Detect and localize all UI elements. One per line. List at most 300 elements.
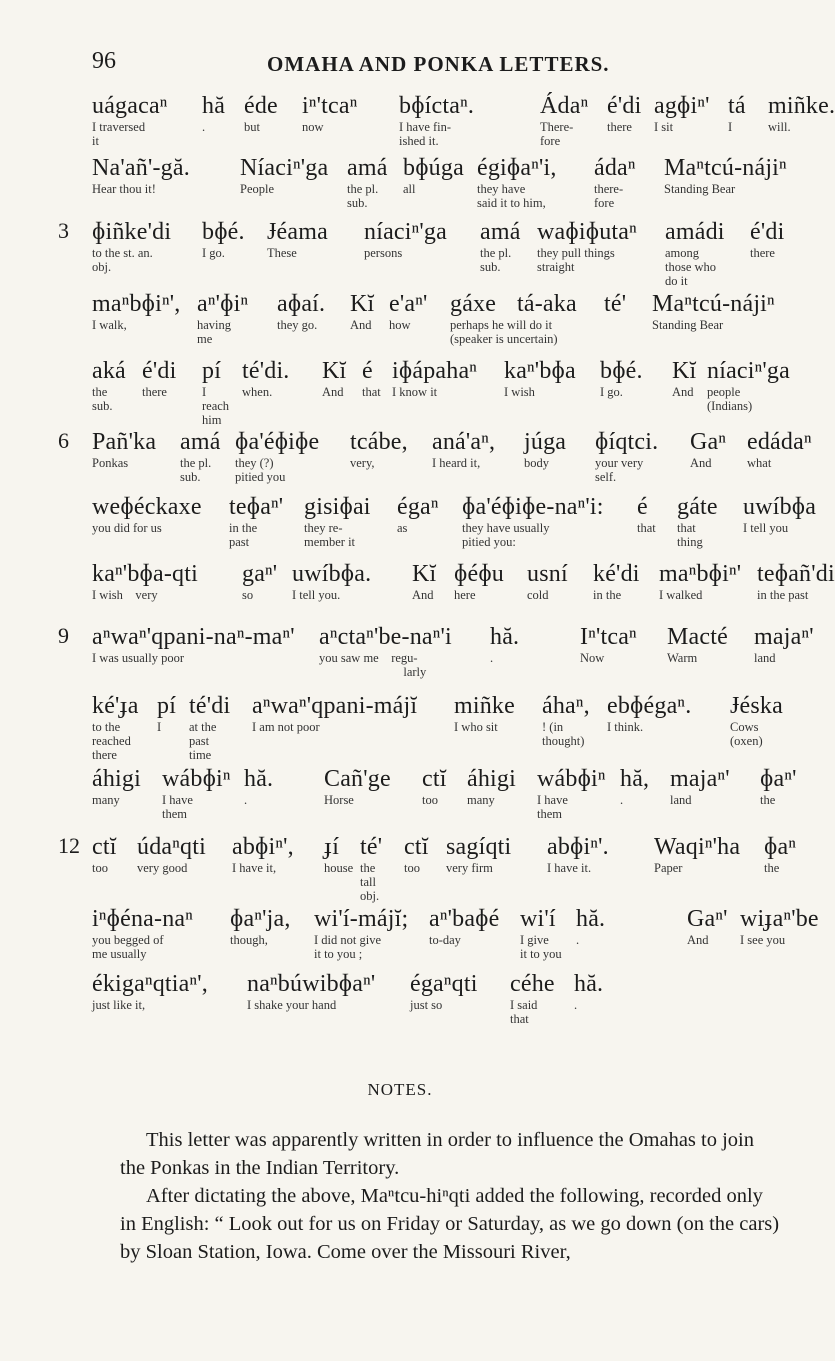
word-group bbox=[637, 493, 656, 535]
notes-paragraph: This letter was apparently written in order to influence the Omahas to join the Ponkas in the Indian Territory. bbox=[120, 1129, 754, 1179]
english-gloss: . bbox=[244, 793, 248, 807]
omaha-word: údaⁿqti bbox=[137, 834, 206, 860]
omaha-word: ctĭ bbox=[422, 766, 447, 792]
word-group bbox=[242, 560, 277, 602]
english-gloss: as bbox=[397, 521, 408, 535]
page-header bbox=[92, 48, 742, 82]
english-gloss: you saw me regu- larly bbox=[319, 651, 427, 679]
omaha-word: ɸiñke'di bbox=[92, 219, 172, 245]
word-group bbox=[92, 92, 168, 148]
omaha-word: wi'í bbox=[520, 906, 556, 932]
omaha-word: miñke bbox=[454, 693, 515, 719]
word-group bbox=[92, 692, 139, 762]
omaha-word: abɸiⁿ'. bbox=[547, 834, 609, 860]
omaha-word: ɸaⁿ bbox=[764, 834, 797, 860]
english-gloss: I have it. bbox=[547, 861, 592, 875]
english-gloss: very, bbox=[350, 456, 375, 470]
english-gloss: And bbox=[690, 456, 712, 470]
omaha-word: Ádaⁿ bbox=[540, 93, 589, 119]
omaha-word: pí bbox=[157, 693, 177, 719]
omaha-word: ké'ɟa bbox=[92, 693, 139, 719]
word-group bbox=[517, 290, 577, 318]
word-group bbox=[446, 833, 511, 875]
english-gloss: there bbox=[607, 120, 632, 134]
english-gloss: to the st. an. obj. bbox=[92, 246, 153, 274]
word-group bbox=[92, 970, 208, 1012]
omaha-word: ɸa'éɸiɸe bbox=[235, 429, 320, 455]
english-gloss: the sub. bbox=[92, 385, 113, 413]
english-gloss: though, bbox=[230, 933, 268, 947]
word-group bbox=[607, 692, 691, 734]
omaha-word: níaciⁿ'ga bbox=[707, 358, 790, 384]
word-group bbox=[707, 357, 790, 413]
word-group bbox=[754, 623, 814, 665]
english-gloss: . bbox=[574, 998, 578, 1012]
word-group bbox=[690, 428, 726, 470]
omaha-word: é bbox=[637, 494, 648, 520]
omaha-word: waɸiɸutaⁿ bbox=[537, 219, 637, 245]
omaha-word: té'di bbox=[189, 693, 231, 719]
english-gloss: ! (in thought) bbox=[542, 720, 585, 748]
omaha-word: teɸaⁿ' bbox=[229, 494, 284, 520]
notes-title: NOTES. bbox=[367, 1080, 433, 1099]
word-group bbox=[670, 765, 730, 807]
omaha-word: wi'í-májĭ; bbox=[314, 906, 409, 932]
word-group bbox=[659, 560, 741, 602]
word-group bbox=[665, 218, 725, 288]
word-group bbox=[277, 290, 325, 332]
word-group bbox=[403, 154, 464, 196]
word-group bbox=[324, 765, 391, 807]
english-gloss: . bbox=[620, 793, 624, 807]
omaha-word: maⁿbɸiⁿ', bbox=[92, 291, 181, 317]
word-group bbox=[576, 905, 605, 947]
english-gloss: And bbox=[322, 385, 344, 399]
word-group bbox=[747, 428, 812, 470]
omaha-word: hă bbox=[202, 93, 226, 119]
word-group bbox=[157, 692, 176, 734]
omaha-word: miñke. bbox=[768, 93, 835, 119]
word-group bbox=[92, 290, 181, 332]
omaha-word: iⁿɸéna-naⁿ bbox=[92, 906, 194, 932]
word-group bbox=[319, 623, 452, 679]
word-group bbox=[595, 428, 658, 484]
word-group bbox=[462, 493, 604, 549]
word-group bbox=[593, 560, 640, 602]
word-group bbox=[324, 833, 353, 875]
word-group bbox=[607, 92, 641, 134]
notes-paragraph: After dictating the above, Maⁿtcu-hiⁿqti added the following, recorded only in English: “ Look out for us on Friday or Saturday, as we go down (on the cars) by Sloan Station, Iowa. Come over the Missouri River, bbox=[120, 1185, 780, 1263]
english-gloss: I am not poor bbox=[252, 720, 320, 734]
english-gloss: I go. bbox=[202, 246, 225, 260]
english-gloss: too bbox=[92, 861, 108, 875]
word-group bbox=[202, 357, 229, 427]
word-group bbox=[347, 154, 388, 210]
english-gloss: in the bbox=[593, 588, 622, 602]
word-group bbox=[202, 92, 225, 134]
english-gloss: . bbox=[202, 120, 206, 134]
omaha-word: Waqiⁿ'ha bbox=[654, 834, 741, 860]
english-gloss: I traversed it bbox=[92, 120, 146, 148]
omaha-word: níaciⁿ'ga bbox=[364, 219, 447, 245]
english-gloss: I walk, bbox=[92, 318, 127, 332]
omaha-word: aná'aⁿ, bbox=[432, 429, 496, 455]
omaha-word: uágacaⁿ bbox=[92, 93, 168, 119]
omaha-word: tá-aka bbox=[517, 291, 577, 317]
word-group bbox=[302, 92, 357, 134]
english-gloss: too bbox=[422, 793, 438, 807]
english-gloss: many bbox=[467, 793, 495, 807]
word-group bbox=[242, 357, 290, 399]
english-gloss: . bbox=[576, 933, 580, 947]
omaha-word: té' bbox=[360, 834, 383, 860]
word-group bbox=[504, 357, 576, 399]
word-group bbox=[594, 154, 636, 210]
english-gloss: . bbox=[490, 651, 494, 665]
word-group bbox=[760, 765, 797, 807]
english-gloss: land bbox=[754, 651, 776, 665]
word-group bbox=[202, 218, 245, 260]
word-group bbox=[137, 833, 206, 875]
word-group bbox=[232, 833, 294, 875]
english-gloss: the tall obj. bbox=[360, 861, 380, 903]
english-gloss: here bbox=[454, 588, 476, 602]
english-gloss: house bbox=[324, 861, 354, 875]
english-gloss: I sit bbox=[654, 120, 674, 134]
english-gloss: too bbox=[404, 861, 420, 875]
omaha-word: Pañ'ka bbox=[92, 429, 157, 455]
english-gloss: there bbox=[142, 385, 167, 399]
english-gloss: among those who do it bbox=[665, 246, 717, 288]
omaha-word: maⁿbɸiⁿ' bbox=[659, 561, 742, 587]
word-group bbox=[757, 560, 835, 602]
word-group bbox=[604, 290, 626, 318]
english-gloss: I who sit bbox=[454, 720, 498, 734]
word-group bbox=[240, 154, 328, 196]
word-group bbox=[467, 765, 516, 807]
word-group bbox=[230, 905, 291, 947]
word-group bbox=[764, 833, 796, 875]
omaha-word: ctĭ bbox=[404, 834, 429, 860]
word-group bbox=[92, 218, 171, 274]
word-group bbox=[540, 92, 588, 148]
omaha-word: é'di bbox=[607, 93, 642, 119]
english-gloss: your very self. bbox=[595, 456, 644, 484]
omaha-word: Kĭ bbox=[322, 358, 347, 384]
english-gloss: the pl. sub. bbox=[480, 246, 512, 274]
omaha-word: iⁿ'tcaⁿ bbox=[302, 93, 358, 119]
word-group bbox=[454, 692, 515, 734]
english-gloss: that bbox=[637, 521, 656, 535]
english-gloss: Ponkas bbox=[92, 456, 129, 470]
english-gloss: I wish bbox=[504, 385, 535, 399]
english-gloss: they (?) pitied you bbox=[235, 456, 286, 484]
line-number: 6 bbox=[58, 428, 69, 453]
english-gloss: you begged of me usually bbox=[92, 933, 164, 961]
english-gloss: I bbox=[157, 720, 162, 734]
english-gloss: I have fin- ished it. bbox=[399, 120, 452, 148]
english-gloss: persons bbox=[364, 246, 403, 260]
omaha-word: ékigaⁿqtiaⁿ', bbox=[92, 971, 209, 997]
english-gloss: in the past bbox=[229, 521, 258, 549]
omaha-word: hă. bbox=[576, 906, 606, 932]
english-gloss: just like it, bbox=[92, 998, 146, 1012]
english-gloss: There- fore bbox=[540, 120, 574, 148]
word-group bbox=[537, 218, 637, 274]
omaha-word: wábɸiⁿ bbox=[537, 766, 606, 792]
omaha-word: amá bbox=[480, 219, 521, 245]
word-group bbox=[92, 357, 126, 413]
word-group bbox=[524, 428, 566, 470]
omaha-word: gaⁿ' bbox=[242, 561, 278, 587]
word-group bbox=[768, 92, 835, 134]
word-group bbox=[350, 290, 374, 332]
word-group bbox=[600, 357, 643, 399]
word-group bbox=[189, 692, 230, 762]
word-group bbox=[142, 357, 176, 399]
english-gloss: I tell you. bbox=[292, 588, 341, 602]
english-gloss: they go. bbox=[277, 318, 318, 332]
english-gloss: Paper bbox=[654, 861, 683, 875]
english-gloss: they pull things straight bbox=[537, 246, 615, 274]
word-group bbox=[362, 357, 381, 399]
english-gloss: having me bbox=[197, 318, 232, 346]
omaha-word: Kĭ bbox=[672, 358, 697, 384]
omaha-word: ɸaⁿ'ja, bbox=[230, 906, 291, 932]
omaha-word: bɸé. bbox=[600, 358, 643, 384]
omaha-word: Maⁿtcú-nájiⁿ bbox=[664, 155, 787, 181]
word-group bbox=[654, 833, 740, 875]
word-group bbox=[350, 428, 408, 470]
omaha-word: amádi bbox=[665, 219, 725, 245]
word-group bbox=[292, 560, 371, 602]
word-group bbox=[654, 92, 710, 134]
english-gloss: I give it to you bbox=[520, 933, 562, 961]
word-group bbox=[580, 623, 637, 665]
omaha-word: júga bbox=[524, 429, 567, 455]
omaha-word: pí bbox=[202, 358, 222, 384]
omaha-word: Ɉéska bbox=[730, 693, 783, 719]
line-number: 12 bbox=[58, 833, 80, 858]
word-group bbox=[510, 970, 555, 1026]
omaha-word: tcábe, bbox=[350, 429, 408, 455]
omaha-word: iɸápahaⁿ bbox=[392, 358, 478, 384]
english-gloss: I have them bbox=[537, 793, 568, 821]
omaha-word: edádaⁿ bbox=[747, 429, 812, 455]
omaha-word: hă, bbox=[620, 766, 650, 792]
english-gloss: now bbox=[302, 120, 324, 134]
english-gloss: the bbox=[764, 861, 780, 875]
english-gloss: These bbox=[267, 246, 297, 260]
omaha-word: áhigi bbox=[92, 766, 141, 792]
omaha-word: hă. bbox=[244, 766, 274, 792]
word-group bbox=[92, 765, 141, 807]
omaha-word: áhigi bbox=[467, 766, 516, 792]
omaha-word: wábɸiⁿ bbox=[162, 766, 231, 792]
omaha-word: hă. bbox=[490, 624, 520, 650]
word-group bbox=[652, 290, 775, 332]
word-group bbox=[410, 970, 478, 1012]
english-gloss: but bbox=[244, 120, 260, 134]
english-gloss: body bbox=[524, 456, 549, 470]
omaha-word: é bbox=[362, 358, 373, 384]
word-group bbox=[664, 154, 787, 196]
english-gloss: you did for us bbox=[92, 521, 162, 535]
english-gloss: will. bbox=[768, 120, 791, 134]
english-gloss: I did not give it to you ; bbox=[314, 933, 382, 961]
english-gloss: And bbox=[350, 318, 372, 332]
word-group bbox=[252, 692, 417, 734]
english-gloss: all bbox=[403, 182, 416, 196]
word-group bbox=[197, 290, 248, 346]
word-group bbox=[677, 493, 718, 549]
english-gloss: I have it, bbox=[232, 861, 277, 875]
word-group bbox=[244, 765, 273, 807]
word-group bbox=[162, 765, 231, 821]
word-group bbox=[490, 623, 519, 665]
omaha-word: Gaⁿ bbox=[690, 429, 727, 455]
omaha-word: bɸúga bbox=[403, 155, 464, 181]
omaha-word: égaⁿqti bbox=[410, 971, 478, 997]
english-gloss: the bbox=[760, 793, 776, 807]
running-head: OMAHA AND PONKA LETTERS. bbox=[267, 52, 610, 76]
english-gloss: that bbox=[362, 385, 381, 399]
english-gloss: they re- member it bbox=[304, 521, 356, 549]
english-gloss: I said that bbox=[510, 998, 538, 1026]
omaha-word: égaⁿ bbox=[397, 494, 439, 520]
word-group bbox=[547, 833, 609, 875]
english-gloss: they have usually pitied you: bbox=[462, 521, 550, 549]
english-gloss: there bbox=[750, 246, 775, 260]
omaha-word: kaⁿ'bɸa-qti bbox=[92, 561, 198, 587]
english-gloss: in the past bbox=[757, 588, 809, 602]
omaha-word: éde bbox=[244, 93, 278, 119]
omaha-word: aⁿ'baɸé bbox=[429, 906, 500, 932]
omaha-word: teɸañ'di bbox=[757, 561, 835, 587]
word-group bbox=[360, 833, 382, 903]
word-group bbox=[404, 833, 429, 875]
word-group bbox=[397, 493, 439, 535]
page-number: 96 bbox=[92, 48, 116, 74]
word-group bbox=[422, 765, 447, 807]
english-gloss: cold bbox=[527, 588, 549, 602]
english-gloss: the pl. sub. bbox=[347, 182, 379, 210]
word-group bbox=[92, 623, 295, 665]
english-gloss: there- fore bbox=[594, 182, 624, 210]
omaha-word: ɸa'éɸiɸe-naⁿ'i: bbox=[462, 494, 604, 520]
omaha-word: weɸéckaxe bbox=[92, 494, 202, 520]
omaha-word: gisiɸai bbox=[304, 494, 371, 520]
english-gloss: Now bbox=[580, 651, 605, 665]
omaha-word: áhaⁿ, bbox=[542, 693, 590, 719]
omaha-word: égiɸaⁿ'i, bbox=[477, 155, 557, 181]
english-gloss: Cows (oxen) bbox=[730, 720, 763, 748]
omaha-word: té' bbox=[604, 291, 627, 317]
word-group bbox=[542, 692, 590, 748]
english-gloss: they have said it to him, bbox=[477, 182, 546, 210]
omaha-word: majaⁿ' bbox=[670, 766, 730, 792]
word-group bbox=[235, 428, 319, 484]
omaha-word: gáxe bbox=[450, 291, 497, 317]
english-gloss: I wish very bbox=[92, 588, 158, 602]
omaha-word: ebɸégaⁿ. bbox=[607, 693, 692, 719]
word-group bbox=[574, 970, 603, 1012]
word-group bbox=[180, 428, 221, 484]
omaha-word: uwíbɸa bbox=[743, 494, 817, 520]
line-number: 9 bbox=[58, 623, 69, 648]
english-gloss: just so bbox=[410, 998, 443, 1012]
omaha-word: Gaⁿ' bbox=[687, 906, 728, 932]
word-group bbox=[537, 765, 606, 821]
omaha-word: sagíqti bbox=[446, 834, 512, 860]
omaha-word: Kĭ bbox=[350, 291, 375, 317]
omaha-word: agɸiⁿ' bbox=[654, 93, 710, 119]
word-group bbox=[520, 905, 562, 961]
omaha-word: ɸaⁿ' bbox=[760, 766, 797, 792]
english-gloss: I was usually poor bbox=[92, 651, 184, 665]
word-group bbox=[322, 357, 346, 399]
english-gloss: many bbox=[92, 793, 120, 807]
english-gloss: And bbox=[412, 588, 434, 602]
omaha-word: Macté bbox=[667, 624, 728, 650]
omaha-word: ké'di bbox=[593, 561, 640, 587]
omaha-word: bɸíctaⁿ. bbox=[399, 93, 475, 119]
word-group bbox=[267, 218, 328, 260]
omaha-word: Iⁿ'tcaⁿ bbox=[580, 624, 637, 650]
english-gloss: to the reached there bbox=[92, 720, 131, 762]
word-group bbox=[92, 154, 190, 196]
omaha-word: Níaciⁿ'ga bbox=[240, 155, 329, 181]
word-group bbox=[244, 92, 278, 134]
omaha-word: ádaⁿ bbox=[594, 155, 636, 181]
omaha-word: Ɉéama bbox=[267, 219, 328, 245]
word-group bbox=[364, 218, 447, 260]
word-group bbox=[247, 970, 375, 1012]
english-gloss: to-day bbox=[429, 933, 461, 947]
word-group bbox=[314, 905, 408, 961]
word-group bbox=[399, 92, 474, 148]
english-gloss: perhaps he will do it (speaker is uncertain) bbox=[450, 318, 558, 346]
word-group bbox=[389, 290, 428, 332]
omaha-word: aⁿwaⁿ'qpani-naⁿ-maⁿ' bbox=[92, 624, 295, 650]
omaha-word: aká bbox=[92, 358, 126, 384]
english-gloss: I think. bbox=[607, 720, 644, 734]
english-gloss: And bbox=[687, 933, 709, 947]
word-group bbox=[454, 560, 504, 602]
omaha-word: Na'añ'-gă. bbox=[92, 155, 190, 181]
omaha-word: uwíbɸa. bbox=[292, 561, 372, 587]
english-gloss: very firm bbox=[446, 861, 493, 875]
line-number: 3 bbox=[58, 218, 69, 243]
english-gloss: I walked bbox=[659, 588, 703, 602]
word-group bbox=[92, 428, 156, 470]
english-gloss: Warm bbox=[667, 651, 698, 665]
english-gloss: at the past time bbox=[189, 720, 217, 762]
omaha-word: e'aⁿ' bbox=[389, 291, 428, 317]
omaha-word: Maⁿtcú-nájiⁿ bbox=[652, 291, 775, 317]
omaha-word: ɟí bbox=[324, 834, 340, 860]
english-gloss: very good bbox=[137, 861, 188, 875]
english-gloss: I heard it, bbox=[432, 456, 481, 470]
omaha-word: naⁿbúwibɸaⁿ' bbox=[247, 971, 376, 997]
word-group bbox=[730, 692, 783, 748]
omaha-word: aⁿwaⁿ'qpani-májĭ bbox=[252, 693, 418, 719]
omaha-word: ɸíqtci. bbox=[595, 429, 659, 455]
word-group bbox=[392, 357, 477, 399]
english-gloss: how bbox=[389, 318, 411, 332]
english-gloss: that thing bbox=[677, 521, 703, 549]
english-gloss: what bbox=[747, 456, 772, 470]
